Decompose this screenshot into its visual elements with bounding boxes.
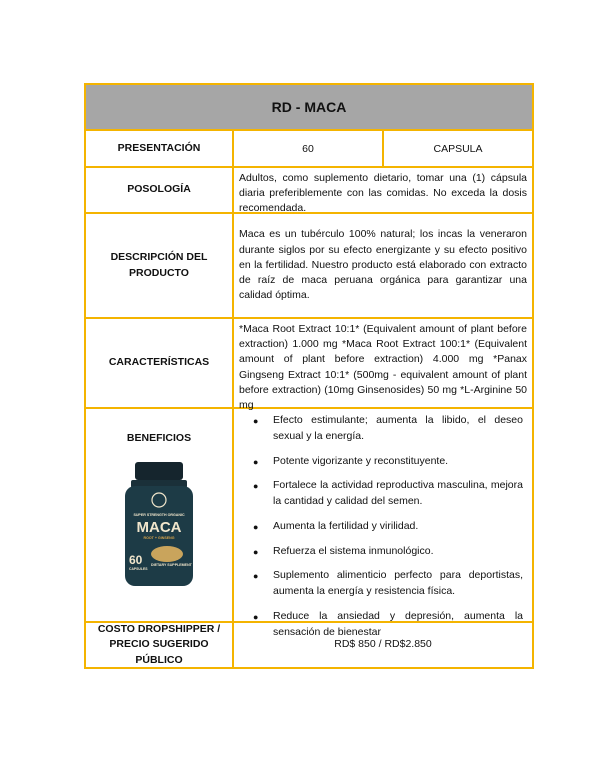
row-posology [86, 166, 532, 215]
bottle-brand-line: SUPER STRENGTH ORGANIC [133, 513, 185, 518]
presentation-quantity: 60 [302, 142, 314, 155]
table-header [86, 85, 532, 129]
maca-bottle-image [121, 460, 197, 588]
benefits-label-cell [86, 409, 234, 621]
posology-label: POSOLOGÍA [86, 168, 234, 212]
bottle-count-unit: CAPSULES [129, 567, 148, 572]
benefit-item: ● Suplemento alimenticio perfecto para deportistas, aumenta la energía y resistencia física. [239, 568, 527, 600]
description-text: Maca es un tubérculo 100% natural; los incas la veneraron durante siglos por su efecto energizante y su efecto positivo en la fertilidad. Nuestro producto está elaborado con extracto de raíz de maca peruana orgánica para garantizar una calidad óptima. [239, 228, 527, 302]
price-label: COSTO DROPSHIPPER / PRECIO SUGERIDO PÚBLICO [86, 623, 234, 667]
price-value: RD$ 850 / RD$2.850 [334, 638, 432, 651]
features-text: *Maca Root Extract 10:1* (Equivalent amount of plant before extraction) 1.000 mg *Maca Root Extract 100:1* (Equivalent amount of plant before extraction) 4.000 mg *Panax Gingseng Extract 10:1* (500mg - equivalent amount of plant before extraction) (10mg Ginsenosides) 50 mg *L-Arginine 50 mg [239, 323, 527, 412]
bottle-subline: ROOT + GINSENG [143, 536, 175, 541]
description-label: DESCRIPCIÓN DEL PRODUCTO [86, 214, 234, 317]
benefit-item: ● Efecto estimulante; aumenta la libido, el deseo sexual y la energía. [239, 413, 527, 445]
benefit-item: ● Refuerza el sistema inmunológico. [239, 544, 527, 560]
maca-root-image [151, 546, 183, 562]
row-benefits [86, 407, 532, 638]
features-label: CARACTERÍSTICAS [86, 319, 234, 407]
bottle-count: 60 [129, 553, 143, 568]
benefit-item: ● Potente vigorizante y reconstituyente. [239, 454, 527, 470]
row-description [86, 212, 532, 317]
benefits-list [239, 413, 527, 640]
description-cell [234, 214, 532, 317]
benefits-label: BENEFICIOS [126, 432, 192, 444]
row-presentation [86, 129, 532, 166]
sheet-title: RD - MACA [271, 99, 347, 115]
benefit-item: ● Aumenta la fertilidad y virilidad. [239, 519, 527, 535]
bottle-product-name: MACA [136, 519, 182, 537]
presentation-unit: CAPSULA [382, 131, 532, 166]
bottle-cap [135, 462, 183, 480]
benefit-item: ● Fortalece la actividad reproductiva masculina, mejora la cantidad y calidad del semen. [239, 478, 527, 510]
row-features [86, 317, 532, 412]
posology-text: Adultos, como suplemento dietario, tomar una (1) cápsula diaria preferiblemente con las comidas. No exceda la dosis recomendada. [239, 172, 527, 215]
product-sheet-table [84, 83, 534, 669]
presentation-label: PRESENTACIÓN [86, 131, 234, 166]
bottle-badge: DIETARY SUPPLEMENT [151, 563, 192, 568]
benefits-cell [234, 409, 532, 638]
benefit-item: ● Reduce la ansiedad y depresión, aumenta la sensación de bienestar [239, 609, 527, 641]
